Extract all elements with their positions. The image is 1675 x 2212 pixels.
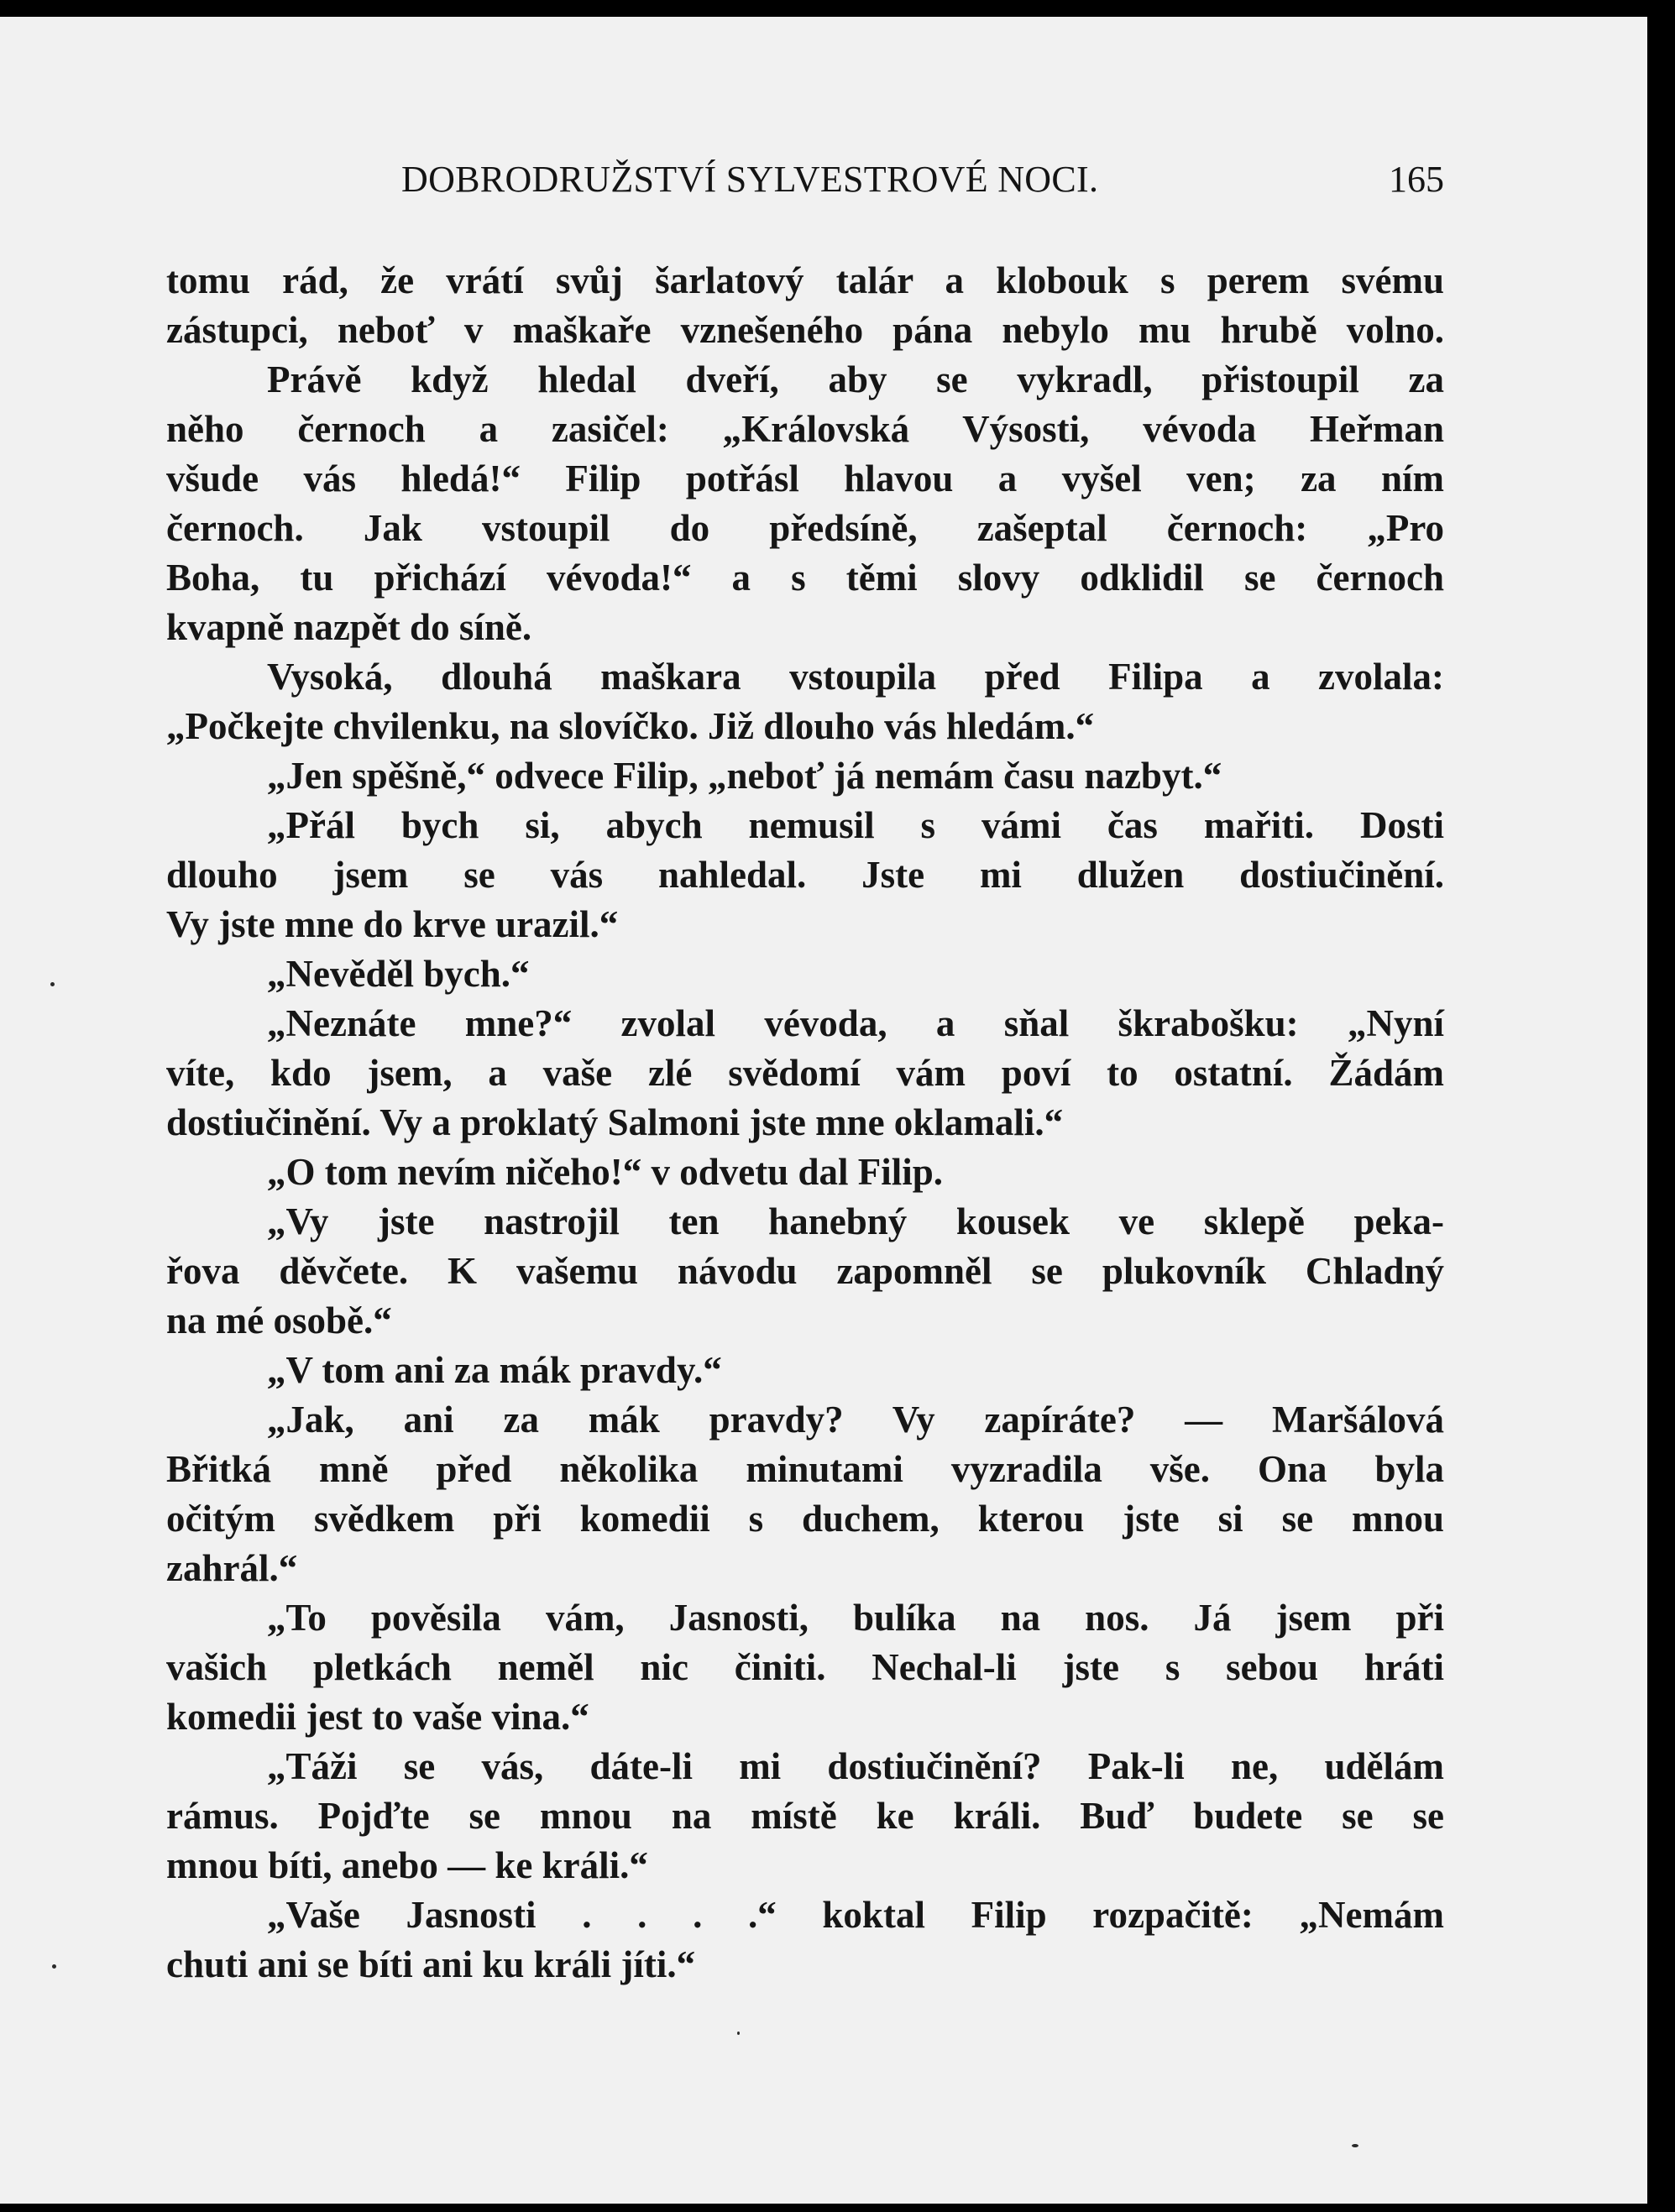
text-line: řova děvčete. K vašemu návodu zapomněl se plukovník Chladný xyxy=(166,1250,1444,1292)
text-line: „Přál bych si, abych nemusil s vámi čas mařiti. Dosti xyxy=(267,804,1444,846)
text-line: „Nevěděl bych.“ xyxy=(267,953,530,995)
text-line: zahrál.“ xyxy=(166,1547,298,1589)
text-line: „To pověsila vám, Jasnosti, bulíka na nos. Já jsem při xyxy=(267,1597,1444,1639)
text-line: „Vaše Jasnosti . . . .“ koktal Filip rozpačitě: „Nemám xyxy=(267,1894,1444,1936)
text-line: na mé osobě.“ xyxy=(166,1299,392,1341)
paper-speck xyxy=(52,1964,56,1969)
text-line: komedii jest to vaše vina.“ xyxy=(166,1696,589,1738)
text-line: chuti ani se bíti ani ku králi jíti.“ xyxy=(166,1943,696,1985)
text-line: Břitká mně před několika minutami vyzradila vše. Ona byla xyxy=(166,1448,1444,1490)
text-line: všude vás hledá!“ Filip potřásl hlavou a vyšel ven; za ním xyxy=(166,458,1444,499)
text-line: rámus. Pojďte se mnou na místě ke králi. Buď budete se se xyxy=(166,1795,1444,1837)
paper-speck xyxy=(737,2032,740,2035)
paper-speck xyxy=(1352,2144,1358,2147)
text-line: „Počkejte chvilenku, na slovíčko. Již dlouho vás hledám.“ xyxy=(166,705,1095,747)
text-line: „Táži se vás, dáte-li mi dostiučinění? Pak-li ne, udělám xyxy=(267,1745,1444,1787)
paper-speck xyxy=(50,982,55,986)
text-line: Boha, tu přichází vévoda!“ a s těmi slovy odklidil se černoch xyxy=(166,557,1444,599)
running-title: DOBRODRUŽSTVÍ SYLVESTROVÉ NOCI. xyxy=(401,159,1099,200)
book-page xyxy=(0,17,1647,2204)
text-line: víte, kdo jsem, a vaše zlé svědomí vám poví to ostatní. Žádám xyxy=(166,1052,1444,1094)
text-line: „Neznáte mne?“ zvolal vévoda, a sňal škrabošku: „Nyní xyxy=(267,1002,1444,1044)
body-text xyxy=(166,256,1444,1990)
text-line: „O tom nevím ničeho!“ v odvetu dal Filip. xyxy=(267,1151,944,1193)
text-line: Právě když hledal dveří, aby se vykradl, přistoupil za xyxy=(267,358,1444,400)
page-header xyxy=(166,158,1444,208)
text-line: Vy jste mne do krve urazil.“ xyxy=(166,903,619,945)
text-line: vašich pletkách neměl nic činiti. Nechal-li jste s sebou hráti xyxy=(166,1646,1444,1688)
text-line: „V tom ani za mák pravdy.“ xyxy=(267,1349,722,1391)
text-line: mnou bíti, anebo — ke králi.“ xyxy=(166,1844,648,1886)
text-line: zástupci, neboť v maškaře vznešeného pána nebylo mu hrubě volno. xyxy=(166,309,1444,351)
text-line: očitým svědkem při komedii s duchem, kterou jste si se mnou xyxy=(166,1498,1444,1540)
text-line: dlouho jsem se vás nahledal. Jste mi dlužen dostiučinění. xyxy=(166,854,1444,896)
text-line: něho černoch a zasičel: „Královská Výsosti, vévoda Heřman xyxy=(166,408,1444,450)
page-number: 165 xyxy=(1389,159,1444,200)
text-line: „Vy jste nastrojil ten hanebný kousek ve sklepě peka- xyxy=(267,1200,1444,1242)
text-line: kvapně nazpět do síně. xyxy=(166,606,532,648)
text-line: tomu rád, že vrátí svůj šarlatový talár a klobouk s perem svému xyxy=(166,259,1444,301)
text-line: Vysoká, dlouhá maškara vstoupila před Filipa a zvolala: xyxy=(267,656,1444,698)
text-line: „Jen spěšně,“ odvece Filip, „neboť já nemám času nazbyt.“ xyxy=(267,755,1222,797)
text-line: „Jak, ani za mák pravdy? Vy zapíráte? — Maršálová xyxy=(267,1399,1444,1441)
text-line: černoch. Jak vstoupil do předsíně, zašeptal černoch: „Pro xyxy=(166,507,1444,549)
text-line: dostiučinění. Vy a proklatý Salmoni jste mne oklamali.“ xyxy=(166,1101,1064,1143)
